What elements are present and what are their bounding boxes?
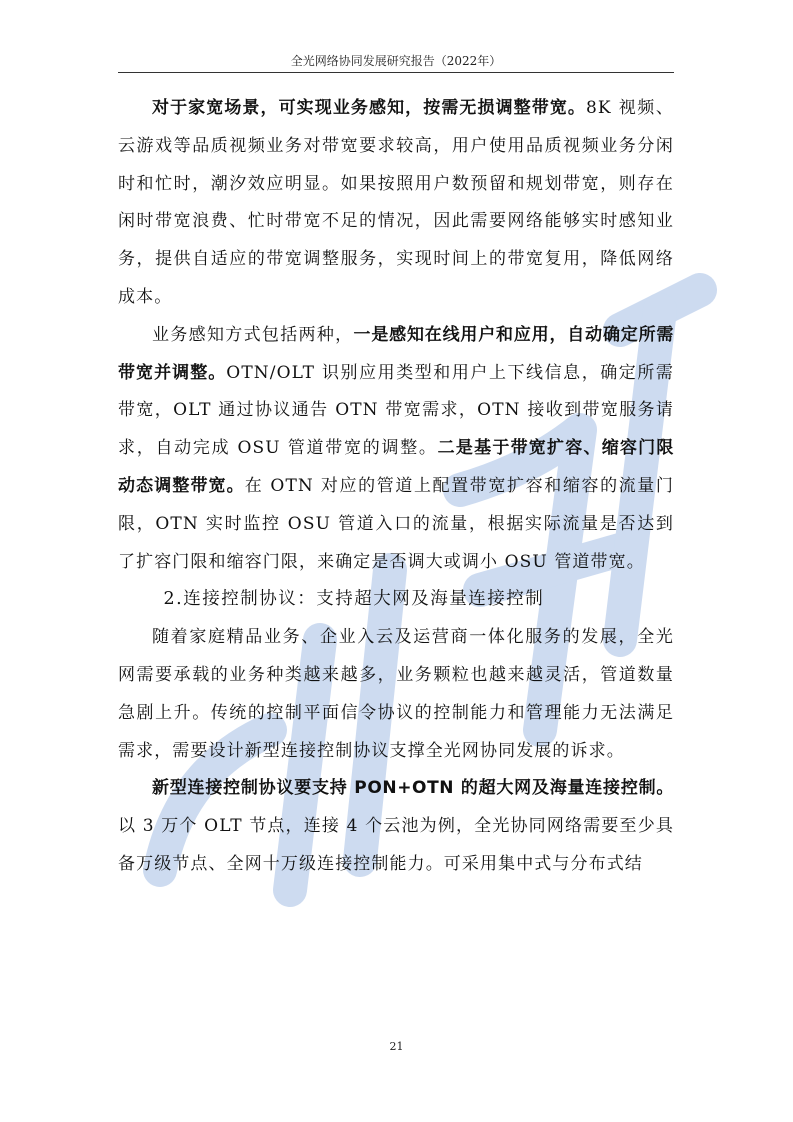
bold-lead: 新型连接控制协议要支持 PON+OTN 的超大网及海量连接控制。 [152,778,674,799]
paragraph-text: OTN/OLT 识别应用类型和用户上下线信息，确定所需带宽，OLT 通过协议通告 OTN 带宽需求，OTN 接收到带宽服务请求，自动完成 OSU 管道带宽的调整。 [118,362,674,459]
bold-phrase-two: 二是基于带宽扩容、缩容门限动态调整带宽。 [118,438,674,496]
paragraph-text: 业务感知方式包括两种， [152,324,354,345]
paragraph-service-awareness [118,317,674,582]
page-number: 21 [389,1040,404,1053]
bold-lead: 对于家宽场景，可实现业务感知，按需无损调整带宽。 [152,98,587,118]
page-body [118,90,674,884]
paragraph-new-protocol [118,770,674,883]
header-rule [118,72,674,73]
paragraph-home-broadband [118,90,674,317]
section-heading: 2.连接控制协议：支持超大网及海量连接控制 [163,589,545,610]
paragraph-text: 8K 视频、云游戏等品质视频业务对带宽要求较高，用户使用品质视频业务分闲时和忙时，潮汐效应明显。如果按照用户数预留和规划带宽，则存在闲时带宽浪费、忙时带宽不足的情况，因此需要网络能够实时感知业务，提供自适应的带宽调整服务，实现时间上的带宽复用，降低网络成本。 [118,98,674,307]
paragraph-demand [118,619,674,770]
paragraph-text: 以 3 万个 OLT 节点，连接 4 个云池为例，全光协同网络需要至少具备万级节点、全网十万级连接控制能力。可采用集中式与分布式结 [118,816,674,874]
running-header: 全光网络协同发展研究报告（2022年） [290,54,502,68]
paragraph-text: 在 OTN 对应的管道上配置带宽扩容和缩容的流量门限，OTN 实时监控 OSU 管道入口的流量，根据实际流量是否达到了扩容门限和缩容门限，来确定是否调大或调小 OSU 管道带宽。 [118,475,675,572]
paragraph-text: 随着家庭精品业务、企业入云及运营商一体化服务的发展，全光网需要承载的业务种类越来越多，业务颗粒也越来越灵活，管道数量急剧上升。传统的控制平面信令协议的控制能力和管理能力无法满足需求，需要设计新型连接控制协议支撑全光网协同发展的诉求。 [118,627,674,761]
bold-phrase-one: 一是感知在线用户和应用，自动确定所需带宽并调整。 [118,324,674,383]
